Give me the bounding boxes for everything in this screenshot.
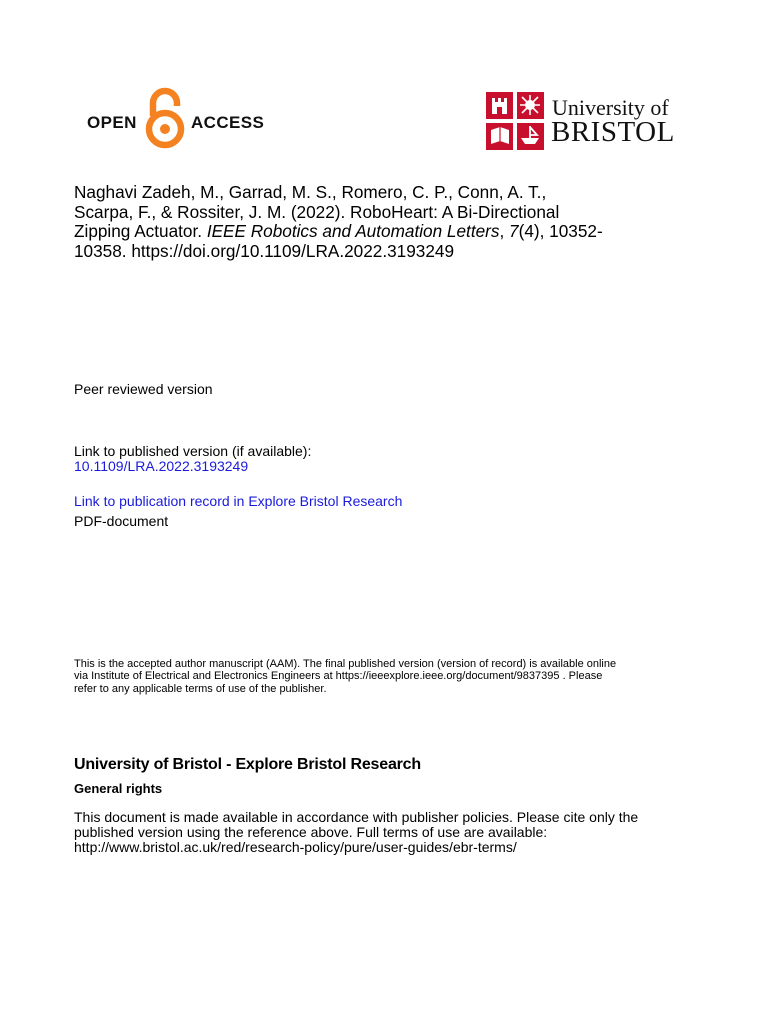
published-version-label: Link to published version (if available): [74,443,312,459]
bristol-logo-line1: University of [552,95,669,120]
journal-issue-pages: (4), 10352- [518,221,603,241]
open-access-logo [84,86,266,150]
open-access-open-text: OPEN [87,113,137,132]
citation-separator: , [499,221,510,241]
open-lock-icon [145,86,185,150]
university-of-bristol-logo [486,92,686,150]
aam-note-line-1: This is the accepted author manuscript (AAM). The final published version (version of record) is available online [74,658,617,670]
rights-terms-url: http://www.bristol.ac.uk/red/research-policy/pure/user-guides/ebr-terms/ [74,839,517,855]
citation-title-end: Zipping Actuator. [74,221,207,241]
bristol-crest-icon [486,92,544,150]
rights-line-2: published version using the reference above. Full terms of use are available: [74,824,548,840]
published-version-doi-link[interactable]: 10.1109/LRA.2022.3193249 [74,458,249,474]
version-label: Peer reviewed version [74,381,213,397]
citation-block [74,183,724,261]
citation-line-3 [74,222,724,242]
aam-note [74,658,734,695]
general-rights-text [74,810,734,855]
ebr-heading: University of Bristol - Explore Bristol Research [74,756,421,773]
publication-record-link[interactable]: Link to publication record in Explore Bristol Research [74,493,403,509]
aam-note-line-3: refer to any applicable terms of use of the publisher. [74,682,327,695]
general-rights-heading: General rights [74,781,163,796]
open-access-access-text: ACCESS [191,113,265,132]
document-type: PDF-document [74,513,169,529]
aam-note-line-2: via Institute of Electrical and Electronics Engineers at https://ieeexplore.ieee.org/document/9837395 . Please [74,670,603,683]
journal-name: IEEE Robotics and Automation Letters [206,221,500,241]
citation-line-2: Scarpa, F., & Rossiter, J. M. (2022). RoboHeart: A Bi-Directional [74,201,560,222]
bristol-logo-line2: BRISTOL [551,116,675,148]
citation-line-1: Naghavi Zadeh, M., Garrad, M. S., Romero, C. P., Conn, A. T., [74,182,547,202]
journal-volume: 7 [509,221,519,241]
citation-line-4: 10358. https://doi.org/10.1109/LRA.2022.3193249 [74,240,455,261]
rights-line-1: This document is made available in accordance with publisher policies. Please cite only the [74,809,639,825]
